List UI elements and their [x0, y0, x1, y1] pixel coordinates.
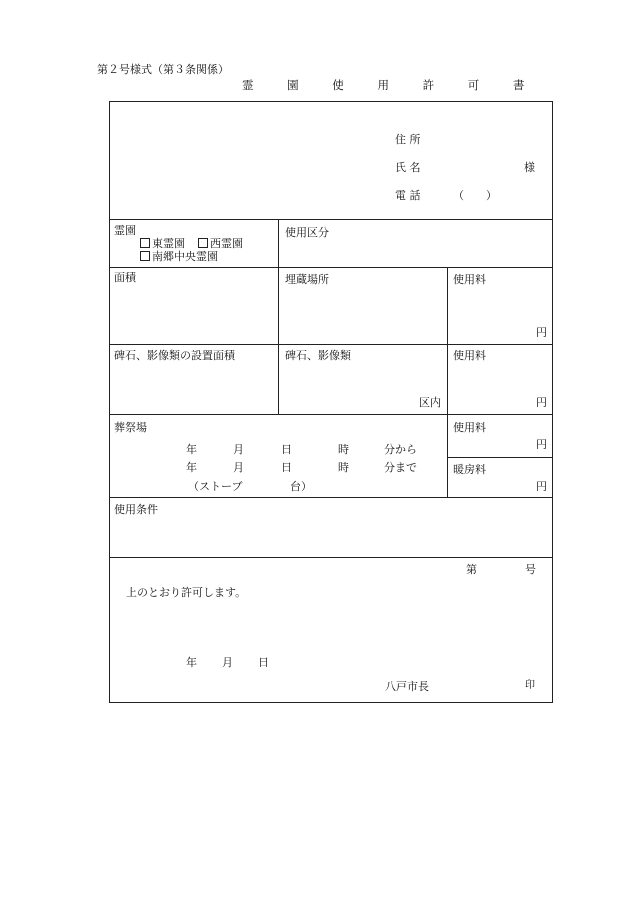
rule-3	[109, 344, 553, 345]
rule-4	[109, 414, 553, 415]
checkbox-nango[interactable]	[140, 251, 150, 261]
permit-no-prefix: 第	[466, 563, 477, 576]
stove-open: （ストーブ	[188, 480, 243, 493]
usage-class-label: 使用区分	[285, 226, 329, 239]
rule-fee-split	[447, 457, 553, 458]
heating-fee-yen: 円	[536, 480, 547, 493]
to-hour: 時	[338, 461, 349, 474]
from-month: 月	[233, 443, 244, 456]
checkbox-east[interactable]	[140, 238, 150, 248]
stove-close: 台）	[290, 480, 312, 493]
permit-month: 月	[222, 656, 233, 669]
from-hour: 時	[338, 443, 349, 456]
cemetery-label: 霊園	[114, 224, 136, 237]
form-title: 霊 園 使 用 許 可 書	[242, 78, 540, 92]
address-label: 住 所	[395, 133, 421, 146]
to-day: 日	[281, 461, 292, 474]
monument-area-label: 碑石、影像類の設置面積	[114, 349, 235, 362]
heating-fee-label: 暖房料	[453, 463, 486, 476]
permit-no-suffix: 号	[525, 563, 536, 576]
funeral-hall-label: 葬祭場	[114, 421, 147, 434]
option-west	[198, 238, 243, 249]
permit-year: 年	[186, 656, 197, 669]
vrule-middle	[278, 219, 279, 414]
option-nango-label: 南郷中央霊園	[152, 250, 218, 263]
form-number: 第２号様式（第３条関係）	[97, 63, 229, 76]
honorific: 様	[524, 161, 535, 174]
seal-mark: 印	[525, 680, 535, 691]
to-year: 年	[186, 461, 197, 474]
to-month: 月	[233, 461, 244, 474]
area-label: 面積	[114, 271, 136, 284]
plot-fee-label: 使用料	[453, 273, 486, 286]
option-east-label: 東霊園	[152, 237, 185, 250]
checkbox-west[interactable]	[198, 238, 208, 248]
option-west-label: 西霊園	[210, 237, 243, 250]
permit-statement: 上のとおり許可します。	[126, 586, 247, 599]
phone-paren: （ ）	[453, 189, 497, 202]
monument-inner-label: 区内	[419, 396, 441, 409]
issuer-label: 八戸市長	[385, 680, 429, 693]
burial-place-label: 埋蔵場所	[285, 273, 329, 286]
monument-fee-yen: 円	[536, 396, 547, 409]
funeral-fee-yen: 円	[536, 438, 547, 451]
monument-type-label: 碑石、影像類	[285, 349, 351, 362]
phone-label: 電 話	[395, 189, 421, 202]
to-minute-label: 分まで	[384, 461, 417, 474]
funeral-fee-label: 使用料	[453, 421, 486, 434]
from-year: 年	[186, 443, 197, 456]
rule-5	[109, 497, 553, 498]
option-east	[140, 238, 185, 249]
option-nango	[140, 251, 218, 262]
rule-6	[109, 557, 553, 558]
name-label: 氏 名	[395, 161, 421, 174]
plot-fee-yen: 円	[536, 326, 547, 339]
monument-fee-label: 使用料	[453, 349, 486, 362]
permit-day: 日	[258, 656, 269, 669]
rule-1	[109, 219, 553, 220]
rule-2	[109, 267, 553, 268]
conditions-label: 使用条件	[114, 503, 158, 516]
from-day: 日	[281, 443, 292, 456]
from-minute-label: 分から	[384, 443, 417, 456]
vrule-fee	[447, 267, 448, 497]
